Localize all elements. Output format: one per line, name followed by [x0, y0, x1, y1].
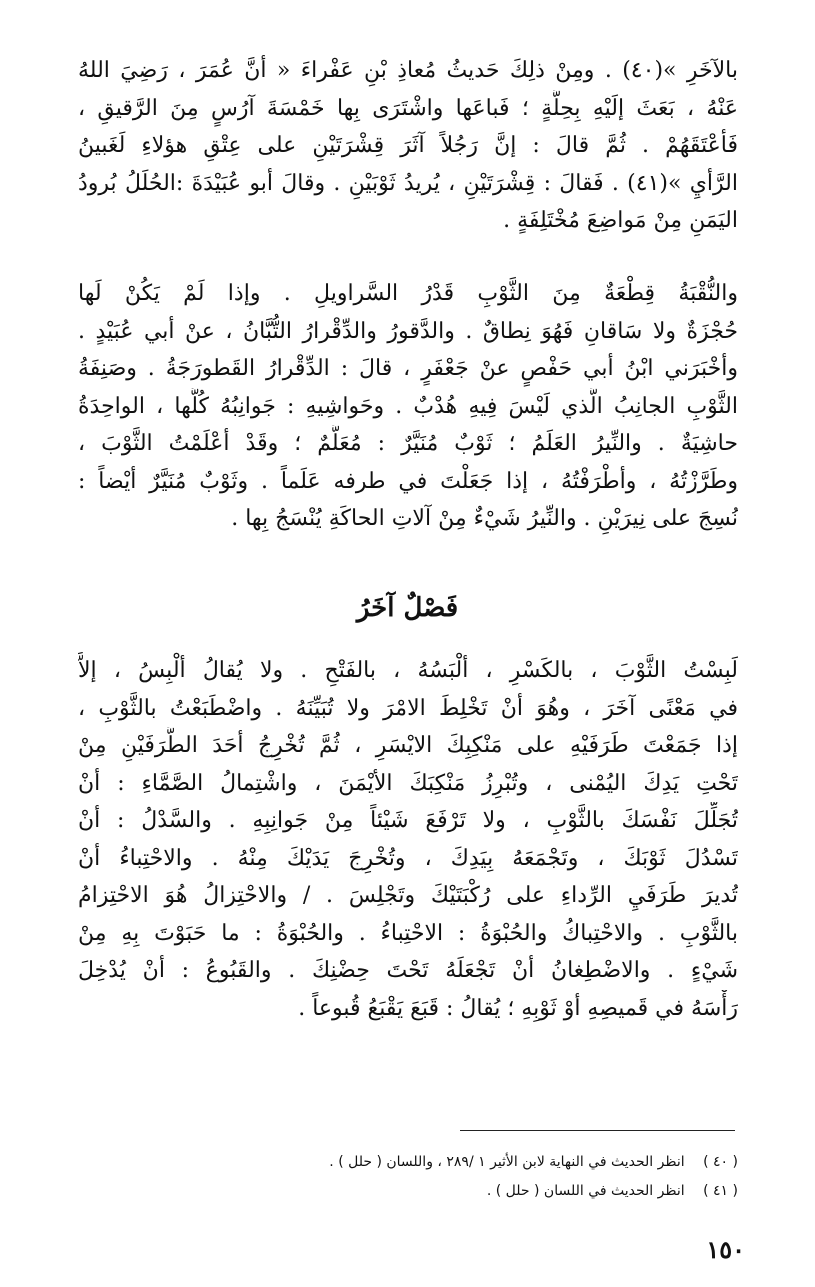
text-line: والنُّقْبَةُ قِطْعَةٌ مِنَ الثَّوْبِ قَدْرُ السَّراويلِ . وإذا لَمْ يَكُنْ لَها — [78, 281, 738, 306]
text-line: في مَعْنًى آخَرَ ، وهُوَ أنْ تَخْلِطَ الامْرَ ولا تُبَيِّنَهُ . واضْطَبَعْتُ بالثَّوْبِ ، — [78, 695, 738, 721]
text-line: تُجَلِّلَ نَفْسَكَ بالثَّوْبِ ، ولا تَرْفَعَ شَيْئاً مِنْ جَوانِبِهِ . والسَّدْلُ : أنْ — [78, 808, 738, 833]
text-line: نُسِجَ على نِيرَيْنِ . والنِّيرُ شَيْءٌ مِنْ آلاتِ الحاكَةِ يُنْسَجُ بِها . — [231, 506, 738, 531]
text-line: تَسْدُلَ ثَوْبَكَ ، وتَجْمَعَهُ بِيَدِكَ ، وتُخْرِجَ يَدَيْكَ مِنْهُ . والاحْتِباءُ أنْ — [78, 845, 738, 871]
text-line: حاشِيَةٌ . والنِّيرُ العَلَمُ ؛ ثَوْبٌ مُنَيَّرٌ : مُعَلَّمٌ ؛ وقَدْ أعْلَمْتُ الثَّوْبَ ، — [78, 431, 738, 456]
footnote-divider — [460, 1130, 735, 1131]
text-line: حُجْزَةٌ ولا سَاقانِ فَهُوَ نِطاقٌ . والدَّقورُ والدِّقْرارُ التُّبَّانُ ، عنْ أبي عُبَيْدٍ . — [78, 318, 738, 344]
text-line: بالآخَرِ »(٤٠) . ومِنْ ذلِكَ حَديثُ مُعاذِ بْنِ عَفْراءَ « أنَّ عُمَرَ ، رَضِيَ اللهُ — [78, 58, 738, 83]
paragraph-nuqba — [78, 275, 738, 538]
text-line: فَأعْتَقَهُمْ . ثُمَّ قالَ : إنَّ رَجُلاً آثَرَ قِشْرَتَيْنِ على عِتْقِ هؤلاءِ لَغَبينُ — [78, 133, 738, 158]
section-heading: فَصْلٌ آخَرُ — [356, 593, 459, 623]
text-line: وطَرَّزْتُهُ ، وأطْرَفْتُهُ ، إذا جَعَلْتَ في طرفه عَلَماً . وثَوْبٌ مُنَيَّرٌ أيْضاً : — [78, 468, 738, 494]
footnote-number: ( ٤١ ) — [703, 1183, 738, 1199]
text-line: شَيْءٍ . والاضْطِغانُ أنْ تَجْعَلَهُ تَحْتَ حِضْنِكَ . والقَبُوعُ : أنْ يُدْخِلَ — [78, 958, 738, 983]
text-line: اليَمَنِ مِنْ مَواضِعَ مُخْتَلِفَةٍ . — [503, 208, 738, 233]
page-number: ١٥٠ — [706, 1235, 745, 1264]
footnotes — [230, 1148, 738, 1206]
footnote — [230, 1177, 738, 1206]
paragraph-labistu — [78, 652, 738, 1027]
footnote-text: انظر الحديث في اللسان ( حلل ) . — [486, 1183, 685, 1199]
paragraph-hadith — [78, 52, 738, 240]
text-line: تَحْتِ يَدِكَ اليُمْنى ، وتُبْرِزُ مَنْكِبَكَ الأيْمَنَ ، واشْتِمالُ الصَّمَّاءِ : أنْ — [78, 770, 738, 796]
text-line: تُديرَ طَرَفَيِ الرِّداءِ على رُكْبَتَيْكَ وتَجْلِسَ . / والاحْتِزالُ هُوَ الاحْتِزامُ — [78, 883, 738, 908]
text-line: الثَّوْبِ الجانِبُ الَّذي لَيْسَ فِيهِ هُدْبٌ . وحَواشِيهِ : جَوانِبُهُ كُلُّها ، الواحِدَةُ — [78, 393, 738, 419]
footnote-text: انظر الحديث في النهاية لابن الأثير ١ /٢٨٩ ، واللسان ( حلل ) . — [329, 1154, 685, 1170]
text-line: الرَّأيِ »(٤١) . فَقالَ : قِشْرَتَيْنِ ، يُريدُ ثَوْبَيْنِ . وقالَ أبو عُبَيْدَةَ :الحُلَلُ بُرودُ — [78, 170, 738, 196]
text-line: وأخْبَرَني ابْنُ أبي حَفْصٍ عنْ جَعْفَرٍ ، قالَ : الدِّقْرارُ القَطورَجَةُ . وصَنِفَةُ — [78, 356, 738, 381]
footnote-number: ( ٤٠ ) — [703, 1154, 738, 1170]
text-line: لَبِسْتُ الثَّوْبَ ، بالكَسْرِ ، ألْبَسُهُ ، بالفَتْحِ . ولا يُقالُ ألْبِسُ ، إلاَّ — [78, 658, 738, 683]
text-line: عَنْهُ ، بَعَثَ إلَيْهِ بِحِلَّةٍ ؛ فَباعَها واشْتَرَى بِها خَمْسَةَ آرُسٍ مِنَ الرَّقيقِ ، — [78, 95, 738, 121]
text-line: رَأْسَهُ في قَميصِهِ أوْ ثَوْبِهِ ؛ يُقالُ : قَبَعَ يَقْبَعُ قُبوعاً . — [298, 995, 738, 1021]
text-line: إذا جَمَعْتَ طَرَفَيْهِ على مَنْكِبِكَ الايْسَرِ ، ثُمَّ تُخْرِجُ أحَدَ الطَّرَفَيْنِ مِنْ — [78, 733, 738, 758]
footnote — [230, 1148, 738, 1177]
text-line: بالثَّوْبِ . والاحْتِباكُ والحُبْوَةُ : الاحْتِباءُ . والحُبْوَةُ : ما حَبَوْتَ بِهِ مِنْ — [78, 920, 738, 946]
